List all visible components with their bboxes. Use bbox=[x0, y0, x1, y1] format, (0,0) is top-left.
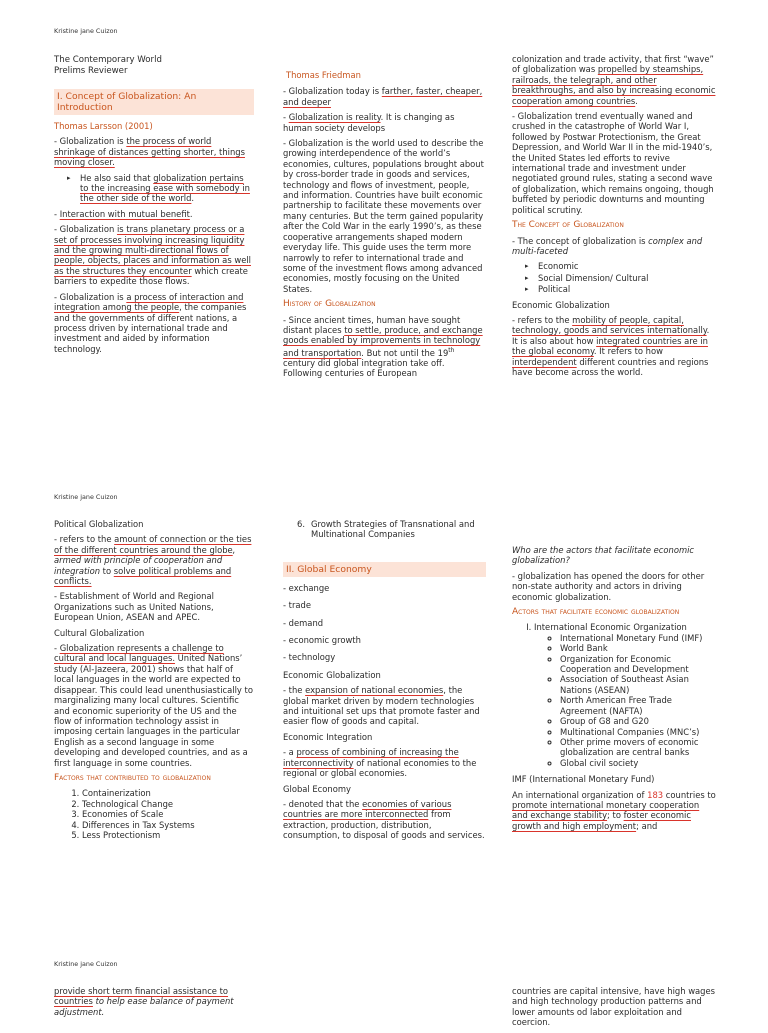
list-item: ◦ International Monetary Fund (IMF) bbox=[560, 633, 716, 643]
history-heading: History of Globalization bbox=[283, 299, 376, 310]
list-item: ▸ He also said that globalization pertains to the increasing ease with somebody in the other side of the world. bbox=[80, 173, 254, 204]
list-item: ▸ Social Dimension/ Cultural bbox=[538, 273, 716, 283]
title-line-1: The Contemporary World bbox=[54, 55, 162, 65]
larsson-heading: Thomas Larsson (2001) bbox=[54, 121, 153, 131]
page-2 bbox=[0, 490, 768, 960]
economic-globalization-heading: Economic Globalization bbox=[512, 299, 610, 310]
larsson-paragraph-1: - Globalization is the process of world shrinkage of distances getting shorter, things moving closer. bbox=[54, 136, 245, 168]
larsson-paragraph-4: - Globalization is a process of interaction and integration among the people, the companies and the governments of different nations, a process driven by international trade and investment and aided by information technology. bbox=[54, 291, 247, 354]
larsson-paragraph-2: - Interaction with mutual benefit. bbox=[54, 208, 193, 219]
imf-heading: IMF (International Monetary Fund) bbox=[512, 774, 655, 785]
list-item: 4. Differences in Tax Systems bbox=[82, 820, 254, 830]
friedman-paragraph-1: - Globalization today is farther, faster, cheaper, and deeper bbox=[283, 86, 483, 107]
actors-question: Who are the actors that facilitate economic globalization? bbox=[512, 545, 695, 566]
author-name: Kristine jane Cuizon bbox=[54, 27, 118, 35]
document-title bbox=[54, 55, 254, 77]
list-item: ◦ North American Free Trade Agreement (NAFTA) bbox=[560, 695, 716, 716]
larsson-bullet-list bbox=[54, 173, 254, 204]
page1-column-3 bbox=[512, 54, 716, 382]
list-item: ◦ Association of Southeast Asian Nations (ASEAN) bbox=[560, 674, 716, 695]
page1-column-2 bbox=[283, 70, 486, 384]
concept-paragraph: - The concept of globalization is complex and multi-faceted bbox=[512, 235, 703, 256]
concept-list bbox=[512, 261, 716, 294]
list-item: - trade bbox=[283, 600, 312, 611]
section-heading-concept: I. Concept of Globalization: An Introduction bbox=[54, 89, 254, 115]
page2-column-3 bbox=[512, 545, 716, 836]
list-item: - demand bbox=[283, 617, 324, 628]
global-economy-paragraph: - denoted that the economies of various countries are more interconnected from extraction, production, distribution, consumption, to disposal of goods and services. bbox=[283, 798, 485, 841]
page-1 bbox=[0, 0, 768, 490]
list-item: - technology bbox=[283, 652, 336, 663]
list-item: ◦ Global civil society bbox=[560, 758, 716, 768]
list-item: - exchange bbox=[283, 582, 330, 593]
economic-integration-paragraph: - a process of combining of increasing the interconnectivity of national economies to the regional or global economies. bbox=[283, 747, 477, 779]
economic-globalization-heading: Economic Globalization bbox=[283, 669, 381, 680]
actors-heading: Actors that facilitate economic globalization bbox=[512, 607, 680, 618]
page3-column-1 bbox=[54, 986, 254, 1022]
concept-heading: The Concept of Globalization bbox=[512, 220, 624, 231]
list-item: ◦ Organization for Economic Cooperation and Development bbox=[560, 654, 716, 675]
page2-column-2 bbox=[283, 519, 486, 846]
factors-list bbox=[54, 788, 254, 840]
list-item: ▸ Economic bbox=[538, 261, 716, 271]
continued-paragraph: countries are capital intensive, have high wages and high technology production patterns and lower amounts od labor exploitation and coercion. bbox=[512, 986, 716, 1028]
friedman-paragraph-2: - Globalization is reality. It is changing as human society develops bbox=[283, 112, 455, 133]
imf-continued-paragraph: provide short term financial assistance to countries to help ease balance of payment adjustment. bbox=[54, 986, 234, 1017]
list-item: 5. Less Protectionism bbox=[82, 830, 254, 840]
political-paragraph-1: - refers to the amount of connection or the ties of the different countries around the globe, armed with principle of cooperation and integration to solve political problems and conflicts. bbox=[54, 534, 252, 587]
list-item: 3. Economies of Scale bbox=[82, 809, 254, 819]
list-item: ▸ Political bbox=[538, 284, 716, 294]
global-economy-heading: Global Economy bbox=[283, 783, 351, 794]
list-item: 1. Containerization bbox=[82, 788, 254, 798]
larsson-paragraph-3: - Globalization is trans planetary process or a set of processes involving increasing liquidity and the growing multi-directional flows of people, objects, places and information as well as the structures they encounter which create barriers to expedite those flows. bbox=[54, 224, 251, 287]
cultural-paragraph: - Globalization represents a challenge to cultural and local languages. United Nations’ study (Al-Jazeera, 2001) shows that half of local languages in the world are expected to disappear. This could lead unenthusiastically to marginalizing many local cultures. Scientific and economic superiority of the US and the flow of information technology assist in imposing certain languages in the particular English as a second language in some developing and developed countries, and as a first language in some countries. bbox=[54, 643, 253, 768]
waves-paragraph-1: colonization and trade activity, that first “wave” of globalization was propelled by steamships, railroads, the telegraph, and other breakthroughs, and also by increasing economic cooperation among countries. bbox=[512, 54, 716, 106]
page2-column-1 bbox=[54, 519, 254, 845]
cultural-heading: Cultural Globalization bbox=[54, 627, 145, 638]
list-item: ◦ Other prime movers of economic globalization are central banks bbox=[560, 737, 716, 758]
economic-integration-heading: Economic Integration bbox=[283, 731, 373, 742]
list-item: ◦ Group of G8 and G20 bbox=[560, 716, 716, 726]
list-item: I. International Economic Organization ◦ International Monetary Fund (IMF) ◦ World Bank ◦ Organization for Economic Cooperation and Development ◦ Association of Southeast Asian Nations (ASEAN) ◦ North American Free Trade Agreement (NAFTA) ◦ Group of G8 and G20 ◦ Multinational Companies (MNC’s) ◦ Other prime movers of economic globalization are central banks ◦ Global civil society bbox=[534, 622, 716, 768]
actors-list bbox=[534, 633, 716, 768]
list-item: 2. Technological Change bbox=[82, 799, 254, 809]
friedman-heading: Thomas Friedman bbox=[286, 70, 361, 80]
actors-roman-list bbox=[512, 622, 716, 768]
list-item: ◦ Multinational Companies (MNC’s) bbox=[560, 727, 716, 737]
title-line-2: Prelims Reviewer bbox=[54, 66, 128, 76]
page1-column-1 bbox=[54, 55, 254, 359]
factor-item-6: 6. Growth Strategies of Transnational and Multinational Companies bbox=[297, 519, 475, 540]
factors-heading: Factors that contributed to globalization bbox=[54, 772, 211, 783]
list-item: - economic growth bbox=[283, 635, 361, 646]
global-economy-list bbox=[283, 583, 486, 663]
economic-globalization-paragraph: - refers to the mobility of people, capital, technology, goods and services internationally. It is also about how integrated countries are in the global economy. It refers to how interdependent different countries and regions have become across the world. bbox=[512, 314, 710, 377]
imf-paragraph: An international organization of 183 countries to promote international monetary cooperation and exchange stability; to foster economic growth and high employment; and bbox=[512, 789, 716, 831]
friedman-paragraph-3: - Globalization is the world used to describe the growing interdependence of the world’s economies, cultures, populations brought about by cross-border trade in goods and services, technology and flows of investment, people, and information. Countries have built economic partnership to facilitate these movements over many centuries. But the term gained popularity after the Cold War in the early 1990’s, as these cooperative arrangements shaped modern everyday life. This guide uses the term more narrowly to refer to international trade and some of the investment flows among advanced economies, mostly focusing on the United States. bbox=[283, 138, 484, 294]
waves-paragraph-2: - Globalization trend eventually waned and crushed in the catastrophe of World War I, followed by Postwar Protectionism, the Great Depression, and World War II in the mid-1940’s, the United States led efforts to revive international trade and investment under negotiated ground rules, stating a second wave of globalization, which remains ongoing, though buffeted by periodic downturns and mounting political scrutiny. bbox=[512, 111, 714, 215]
author-name: Kristine jane Cuizon bbox=[54, 493, 118, 501]
economic-globalization-paragraph: - the expansion of national economies, the global market driven by modern technologies and intuitional set ups that promote faster and easier flow of goods and capital. bbox=[283, 685, 480, 727]
history-paragraph: - Since ancient times, human have sought distant places to settle, produce, and exchange goods enabled by improvements in technology and transportation. But not until the 19th century did global integration take off. Following centuries of European bbox=[283, 314, 483, 379]
page-3 bbox=[0, 960, 768, 1028]
author-name: Kristine jane Cuizon bbox=[54, 960, 118, 968]
section-heading-global-economy: II. Global Economy bbox=[283, 562, 486, 577]
list-item: ◦ World Bank bbox=[560, 643, 716, 653]
political-paragraph-2: - Establishment of World and Regional Organizations such as United Nations, European Union, ASEAN and APEC. bbox=[54, 591, 214, 623]
page3-column-3 bbox=[512, 986, 716, 1033]
political-heading: Political Globalization bbox=[54, 519, 144, 529]
actors-paragraph: - globalization has opened the doors for other non-state authority and actors in driving economic globalization. bbox=[512, 570, 705, 602]
